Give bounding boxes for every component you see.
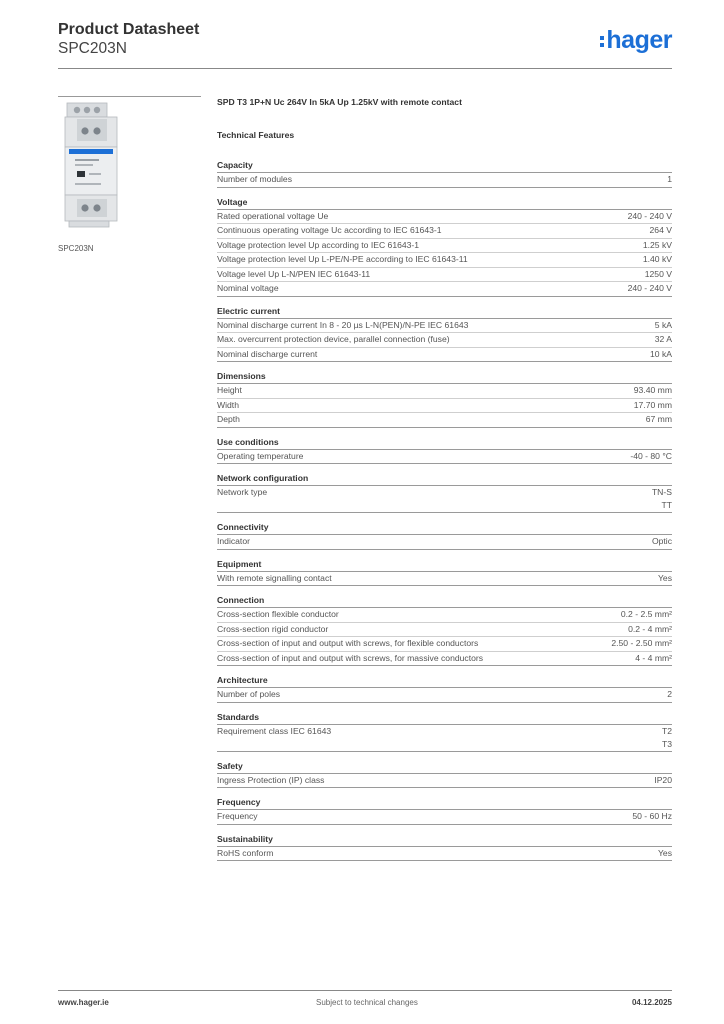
feature-label: Indicator xyxy=(217,536,250,546)
feature-value xyxy=(662,725,672,751)
feature-label: Cross-section of input and output with screws, for flexible conductors xyxy=(217,638,479,648)
feature-row xyxy=(217,810,672,825)
feature-value-line: T3 xyxy=(661,738,672,749)
feature-section xyxy=(217,305,672,363)
section-title: Use conditions xyxy=(217,436,672,450)
feature-section xyxy=(217,436,672,465)
feature-label: With remote signalling contact xyxy=(217,572,332,583)
feature-label: Nominal discharge current xyxy=(217,348,318,359)
section-title: Network configuration xyxy=(217,472,672,486)
feature-value-line: 240 - 240 V xyxy=(627,283,672,293)
feature-label: Operating temperature xyxy=(217,450,304,461)
feature-row xyxy=(217,572,672,587)
feature-row xyxy=(217,847,672,862)
section-title: Dimensions xyxy=(217,370,672,384)
feature-row xyxy=(217,608,672,623)
feature-row xyxy=(217,413,672,428)
feature-value-line: T2 xyxy=(661,725,672,736)
header-divider xyxy=(58,68,672,69)
logo-text: hager xyxy=(606,26,672,54)
section-title: Voltage xyxy=(217,196,672,210)
feature-value xyxy=(628,210,672,224)
footer-notice: Subject to technical changes xyxy=(316,998,418,1007)
feature-value-line: 2 xyxy=(667,689,672,699)
feature-row xyxy=(217,333,672,348)
product-image-box xyxy=(58,96,201,234)
feature-value-line: 67 mm xyxy=(645,414,672,424)
feature-value xyxy=(645,268,672,282)
footer-website: www.hager.ie xyxy=(58,998,109,1007)
section-title: Connectivity xyxy=(217,521,672,535)
feature-row xyxy=(217,623,672,638)
feature-label: Max. overcurrent protection device, parallel connection (fuse) xyxy=(217,334,450,344)
logo-dots-icon xyxy=(600,36,604,47)
feature-row xyxy=(217,253,672,268)
feature-value xyxy=(643,253,672,267)
feature-label: Number of modules xyxy=(217,174,292,184)
product-description: SPD T3 1P+N Uc 264V In 5kA Up 1.25kV with remote contact xyxy=(217,97,462,107)
feature-label: Frequency xyxy=(217,811,258,821)
feature-label: Width xyxy=(217,399,239,410)
feature-value-line: 264 V xyxy=(649,225,672,235)
feature-value xyxy=(628,282,672,296)
datasheet-content xyxy=(217,96,672,861)
feature-value-line: 1.40 kV xyxy=(642,254,672,264)
feature-row xyxy=(217,348,672,363)
feature-value xyxy=(632,810,672,824)
feature-value-line: Optic xyxy=(651,536,672,546)
feature-row xyxy=(217,637,672,652)
footer-divider xyxy=(58,990,672,991)
document-title: Product Datasheet xyxy=(58,21,200,38)
feature-row xyxy=(217,210,672,225)
feature-section xyxy=(217,196,672,297)
feature-value-line: 1250 V xyxy=(644,268,672,279)
section-title: Standards xyxy=(217,711,672,725)
feature-label: Continuous operating voltage Uc according to IEC 61643-1 xyxy=(217,225,442,235)
feature-section xyxy=(217,711,672,752)
feature-section xyxy=(217,594,672,666)
section-title: Connection xyxy=(217,594,672,608)
feature-value xyxy=(611,637,672,651)
feature-value xyxy=(667,688,672,702)
feature-value-line: TT xyxy=(661,500,672,510)
feature-value xyxy=(621,608,672,622)
feature-value xyxy=(628,623,672,637)
feature-row xyxy=(217,224,672,239)
feature-section xyxy=(217,558,672,587)
feature-value xyxy=(654,774,672,788)
feature-row xyxy=(217,450,672,465)
feature-section xyxy=(217,674,672,703)
feature-row xyxy=(217,399,672,414)
feature-label: Nominal voltage xyxy=(217,283,279,293)
technical-features-title: Technical Features xyxy=(217,130,295,140)
feature-label: Voltage protection level Up according to IEC 61643-1 xyxy=(217,239,420,250)
feature-value-line: 10 kA xyxy=(650,348,672,359)
feature-section xyxy=(217,760,672,789)
feature-value xyxy=(655,319,672,333)
section-title: Safety xyxy=(217,760,672,774)
feature-value xyxy=(652,486,672,512)
feature-value-line: Yes xyxy=(657,572,672,583)
feature-label: Requirement class IEC 61643 xyxy=(217,725,332,736)
feature-row xyxy=(217,652,672,667)
page-header xyxy=(58,20,672,68)
image-caption: SPC203N xyxy=(58,244,94,253)
feature-label: Height xyxy=(217,385,242,395)
section-title: Sustainability xyxy=(217,833,672,847)
feature-value-line: 1.25 kV xyxy=(642,239,672,250)
feature-row xyxy=(217,319,672,334)
feature-label: Nominal discharge current In 8 - 20 µs L-N(PEN)/N-PE IEC 61643 xyxy=(217,319,469,330)
section-title: Architecture xyxy=(217,674,672,688)
feature-row xyxy=(217,173,672,188)
feature-value-line: 0.2 - 4 mm² xyxy=(628,623,672,634)
feature-value xyxy=(652,535,672,549)
section-title: Capacity xyxy=(217,159,672,173)
feature-value-line: 4 - 4 mm² xyxy=(635,652,672,663)
feature-section xyxy=(217,472,672,513)
feature-value-line: -40 - 80 °C xyxy=(630,450,672,461)
footer-date: 04.12.2025 xyxy=(631,998,672,1007)
feature-value xyxy=(658,847,672,861)
feature-value xyxy=(635,652,672,666)
feature-label: Number of poles xyxy=(217,689,281,699)
hager-logo xyxy=(600,26,672,55)
section-title: Equipment xyxy=(217,558,672,572)
feature-value-line: 1 xyxy=(667,174,672,184)
feature-row xyxy=(217,282,672,297)
feature-value xyxy=(630,450,672,464)
feature-value xyxy=(634,399,672,413)
feature-label: Cross-section of input and output with screws, for massive conductors xyxy=(217,652,484,663)
feature-value-line: 17.70 mm xyxy=(633,399,672,410)
feature-value-line: TN-S xyxy=(651,487,672,497)
feature-value-line: 240 - 240 V xyxy=(627,210,672,221)
feature-value xyxy=(650,224,672,238)
feature-label: Rated operational voltage Ue xyxy=(217,210,329,221)
feature-value xyxy=(658,572,672,586)
feature-label: Cross-section flexible conductor xyxy=(217,609,339,619)
feature-section xyxy=(217,796,672,825)
feature-value-line: 0.2 - 2.5 mm² xyxy=(620,609,672,619)
feature-row xyxy=(217,774,672,789)
feature-label: Cross-section rigid conductor xyxy=(217,623,329,634)
feature-value-line: 2.50 - 2.50 mm² xyxy=(611,638,672,648)
feature-section xyxy=(217,159,672,188)
feature-value-line: 32 A xyxy=(654,334,672,344)
feature-value xyxy=(667,173,672,187)
feature-label: Depth xyxy=(217,414,240,424)
feature-row xyxy=(217,486,672,513)
product-code: SPC203N xyxy=(58,40,127,57)
product-image xyxy=(63,101,123,229)
feature-row xyxy=(217,239,672,254)
feature-row xyxy=(217,384,672,399)
feature-value xyxy=(650,348,672,362)
feature-value xyxy=(646,413,672,427)
feature-label: Network type xyxy=(217,487,268,497)
feature-value-line: 93.40 mm xyxy=(633,385,672,395)
section-title: Electric current xyxy=(217,305,672,319)
feature-value-line: Yes xyxy=(657,847,672,858)
feature-section xyxy=(217,370,672,428)
feature-section xyxy=(217,521,672,550)
feature-section xyxy=(217,833,672,862)
feature-label: Voltage protection level Up L-PE/N-PE according to IEC 61643-11 xyxy=(217,254,468,264)
feature-row xyxy=(217,268,672,283)
feature-value xyxy=(643,239,672,253)
feature-label: RoHS conform xyxy=(217,847,274,858)
feature-value xyxy=(655,333,672,347)
feature-value-line: 5 kA xyxy=(654,319,672,330)
feature-row xyxy=(217,688,672,703)
feature-row xyxy=(217,535,672,550)
feature-value xyxy=(634,384,672,398)
feature-value-line: 50 - 60 Hz xyxy=(632,811,672,821)
section-title: Frequency xyxy=(217,796,672,810)
feature-value-line: IP20 xyxy=(654,774,672,785)
feature-row xyxy=(217,725,672,752)
feature-label: Ingress Protection (IP) class xyxy=(217,774,325,785)
feature-label: Voltage level Up L-N/PEN IEC 61643-11 xyxy=(217,268,371,279)
feature-sections xyxy=(217,159,672,861)
